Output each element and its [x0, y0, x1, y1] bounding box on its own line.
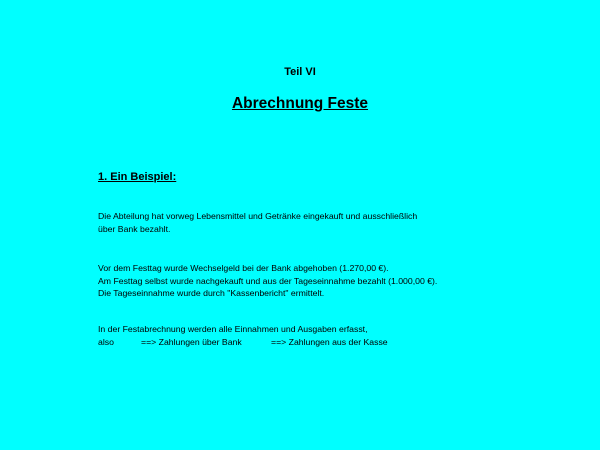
also-label: also: [98, 336, 114, 347]
paragraph-line: Am Festtag selbst wurde nachgekauft und aus der Tageseinnahme bezahlt (1.000,00 €).: [98, 275, 438, 286]
cash-payments-item: ==> Zahlungen aus der Kasse: [271, 336, 388, 347]
slide-title: Abrechnung Feste: [231, 95, 369, 112]
paragraph-line: über Bank bezahlt.: [98, 223, 171, 234]
paragraph-line: In der Festabrechnung werden alle Einnahmen und Ausgaben erfasst,: [98, 324, 368, 334]
bank-payments-item: ==> Zahlungen über Bank: [141, 336, 242, 347]
paragraph-line: Die Tageseinnahme wurde durch "Kassenbericht" ermittelt.: [98, 288, 325, 299]
part-label: Teil VI: [284, 66, 316, 78]
section-heading: 1. Ein Beispiel:: [98, 171, 177, 183]
paragraph-accounting: [98, 323, 388, 348]
payment-types-line: [98, 336, 388, 349]
paragraph-line: Die Abteilung hat vorweg Lebensmittel und Getränke eingekauft und ausschließlich: [98, 211, 418, 221]
paragraph-purchase: [98, 210, 417, 235]
paragraph-line: Vor dem Festtag wurde Wechselgeld bei der Bank abgehoben (1.270,00 €).: [98, 263, 389, 273]
paragraph-cash: [98, 262, 437, 300]
